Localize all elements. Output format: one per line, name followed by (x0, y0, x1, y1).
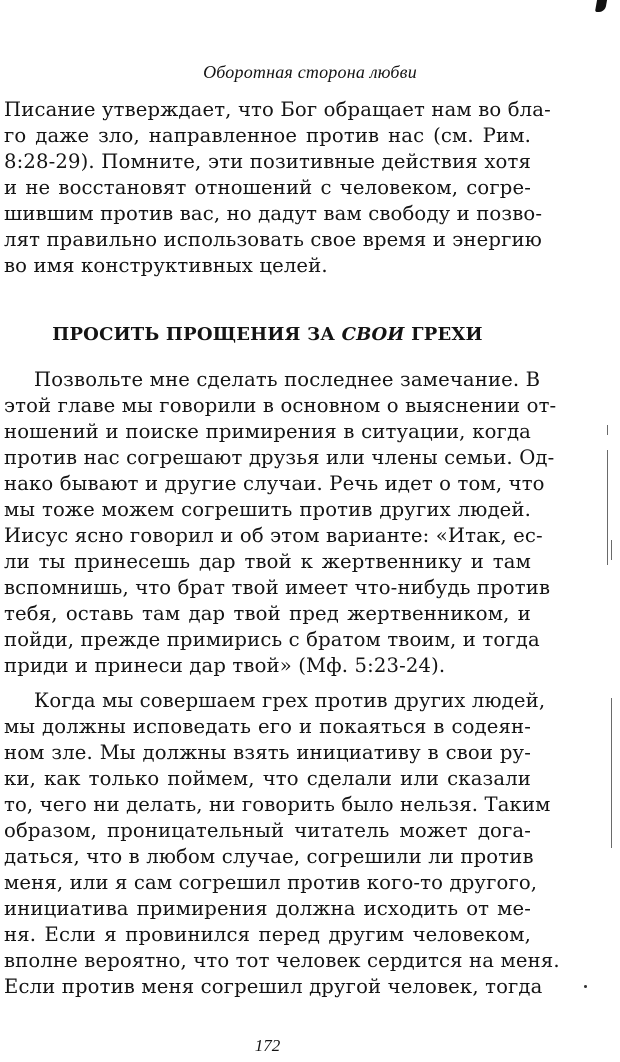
scan-margin-mark (611, 698, 612, 848)
text-line: образом, проницательный читатель может дога- (4, 819, 531, 842)
text-line: приди и принеси дар твой» (Мф. 5:23-24). (4, 654, 446, 677)
text-line: Писание утверждает, что Бог обращает нам во бла- (4, 98, 551, 121)
text-line: мы должны исповедать его и покаяться в содеян- (4, 715, 531, 738)
text-line: меня, или я сам согрешил против кого-то другого, (4, 871, 538, 894)
page-number: 172 (254, 1036, 281, 1055)
text-line: даться, что в любом случае, согрешили ли против (4, 845, 534, 868)
text-line: тебя, оставь там дар твой пред жертвенником, и (4, 602, 531, 625)
text-line: вполне вероятно, что тот человек сердится на меня. (4, 949, 560, 972)
text-line: вспомнишь, что брат твой имеет что-нибудь против (4, 576, 551, 599)
text-line: пойди, прежде примирись с братом твоим, и тогда (4, 628, 540, 651)
scan-margin-mark (607, 450, 608, 565)
heading-text-after: ГРЕХИ (404, 324, 483, 345)
text-line: Иисус ясно говорил и об этом варианте: «Итак, ес- (4, 524, 543, 547)
text-line: ки, как только поймем, что сделали или сказали (4, 767, 531, 790)
text-line: лят правильно использовать свое время и энергию (4, 228, 542, 251)
text-line: нако бывают и другие случаи. Речь идет о том, что (4, 472, 545, 495)
text-line: то, чего ни делать, ни говорить было нельзя. Таким (4, 793, 551, 816)
text-line: 8:28-29). Помните, эти позитивные действия хотя (4, 150, 531, 173)
text-line: Если против меня согрешил другой человек, тогда (4, 975, 543, 998)
heading-text-before: ПРОСИТЬ ПРОЩЕНИЯ ЗА (52, 324, 342, 345)
text-line: инициатива примирения должна исходить от ме- (4, 897, 531, 920)
text-line: ном зле. Мы должны взять инициативу в свои ру- (4, 741, 531, 764)
text-line: этой главе мы говорили в основном о выяснении от- (4, 394, 557, 417)
text-line: Позвольте мне сделать последнее замечание. В (34, 368, 541, 391)
text-line: мы тоже можем согрешить против других людей. (4, 498, 531, 521)
running-header: Оборотная сторона любви (203, 62, 417, 82)
text-line: го даже зло, направленное против нас (см. Рим. (4, 124, 531, 147)
text-line: и не восстановят отношений с человеком, согре- (4, 176, 531, 199)
text-line: ношений и поиске примирения в ситуации, когда (4, 420, 531, 443)
text-line: Когда мы совершаем грех против других людей, (34, 689, 546, 712)
text-line: ли ты принесешь дар твой к жертвеннику и там (4, 550, 531, 573)
text-line: шившим против вас, но дадут вам свободу и позво- (4, 202, 543, 225)
text-line: против нас согрешают друзья или члены семьи. Од- (4, 446, 555, 469)
text-line: ня. Если я провинился перед другим человеком, (4, 923, 531, 946)
scan-margin-mark (607, 425, 608, 435)
scan-dot-mark (584, 985, 587, 988)
scan-margin-mark (611, 540, 612, 560)
heading-emphasis: СВОИ (341, 324, 405, 345)
scan-corner-mark (595, 0, 607, 12)
text-line: во имя конструктивных целей. (4, 254, 328, 277)
section-heading (0, 322, 535, 348)
